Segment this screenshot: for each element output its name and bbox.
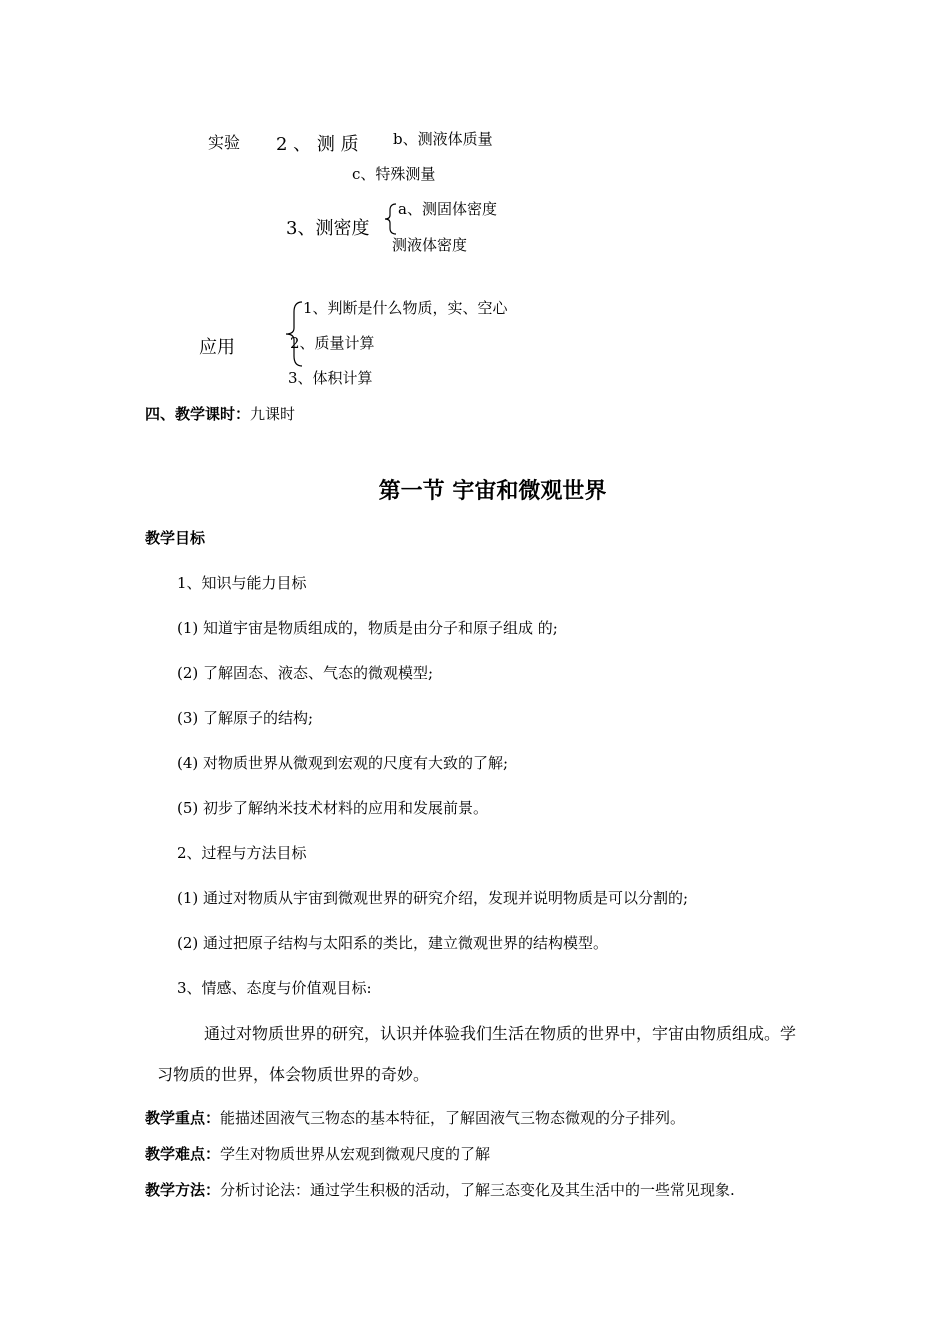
objective-group-3-title: 3、情感、态度与价值观目标: <box>177 979 372 997</box>
section-title: 第一节 宇宙和微观世界 <box>378 478 607 504</box>
measure-density-label: 3、测密度 <box>286 218 370 239</box>
teaching-hours-label: 四、教学课时： <box>145 405 251 423</box>
objective-group-1-title: 1、知识与能力目标 <box>177 574 307 592</box>
objective-item: (2) 通过把原子结构与太阳系的类比，建立微观世界的结构模型。 <box>177 934 609 952</box>
key-point-text: 能描述固液气三物态的基本特征，了解固液气三物态微观的分子排列。 <box>220 1109 686 1127</box>
measure-mass-label: 2 、 测 质 <box>276 134 359 155</box>
application-item-3: 3、体积计算 <box>288 369 373 387</box>
method-label: 教学方法： <box>145 1181 221 1199</box>
application-item-2: 2、质量计算 <box>290 334 375 352</box>
teaching-hours-value: 九课时 <box>250 405 296 423</box>
application-item-1: 1、判断是什么物质，实、空心 <box>303 299 508 317</box>
key-point <box>145 1107 685 1128</box>
objectives-heading: 教学目标 <box>145 529 206 547</box>
objective-group-2-title: 2、过程与方法目标 <box>177 844 307 862</box>
experiment-label: 实验 <box>208 133 241 152</box>
teaching-hours <box>145 403 295 424</box>
special-measurement: c、特殊测量 <box>352 165 436 183</box>
objective-item: (5) 初步了解纳米技术材料的应用和发展前景。 <box>177 799 489 817</box>
brace-icon <box>384 203 398 235</box>
objective-item: (1) 知道宇宙是物质组成的，物质是由分子和原子组成 的; <box>177 619 558 637</box>
application-label: 应用 <box>199 337 235 358</box>
objective-item: (3) 了解原子的结构; <box>177 709 314 727</box>
objective-paragraph-line-1: 通过对物质世界的研究，认识并体验我们生活在物质的世界中，宇宙由物质组成。学 <box>204 1024 797 1043</box>
measure-liquid-mass: b、测液体质量 <box>393 130 493 148</box>
objective-item: (4) 对物质世界从微观到宏观的尺度有大致的了解; <box>177 754 509 772</box>
objective-item: (2) 了解固态、液态、气态的微观模型; <box>177 664 434 682</box>
measure-solid-density: a、测固体密度 <box>398 200 497 218</box>
difficulty-label: 教学难点： <box>145 1145 221 1163</box>
difficulty <box>145 1143 490 1164</box>
objective-item: (1) 通过对物质从宇宙到微观世界的研究介绍，发现并说明物质是可以分割的; <box>177 889 689 907</box>
difficulty-text: 学生对物质世界从宏观到微观尺度的了解 <box>220 1145 491 1163</box>
method-text: 分析讨论法：通过学生积极的活动，了解三态变化及其生活中的一些常见现象. <box>220 1181 735 1199</box>
method <box>145 1179 735 1200</box>
objective-paragraph-line-2: 习物质的世界，体会物质世界的奇妙。 <box>157 1065 430 1084</box>
key-point-label: 教学重点： <box>145 1109 221 1127</box>
measure-liquid-density: 测液体密度 <box>392 236 468 254</box>
